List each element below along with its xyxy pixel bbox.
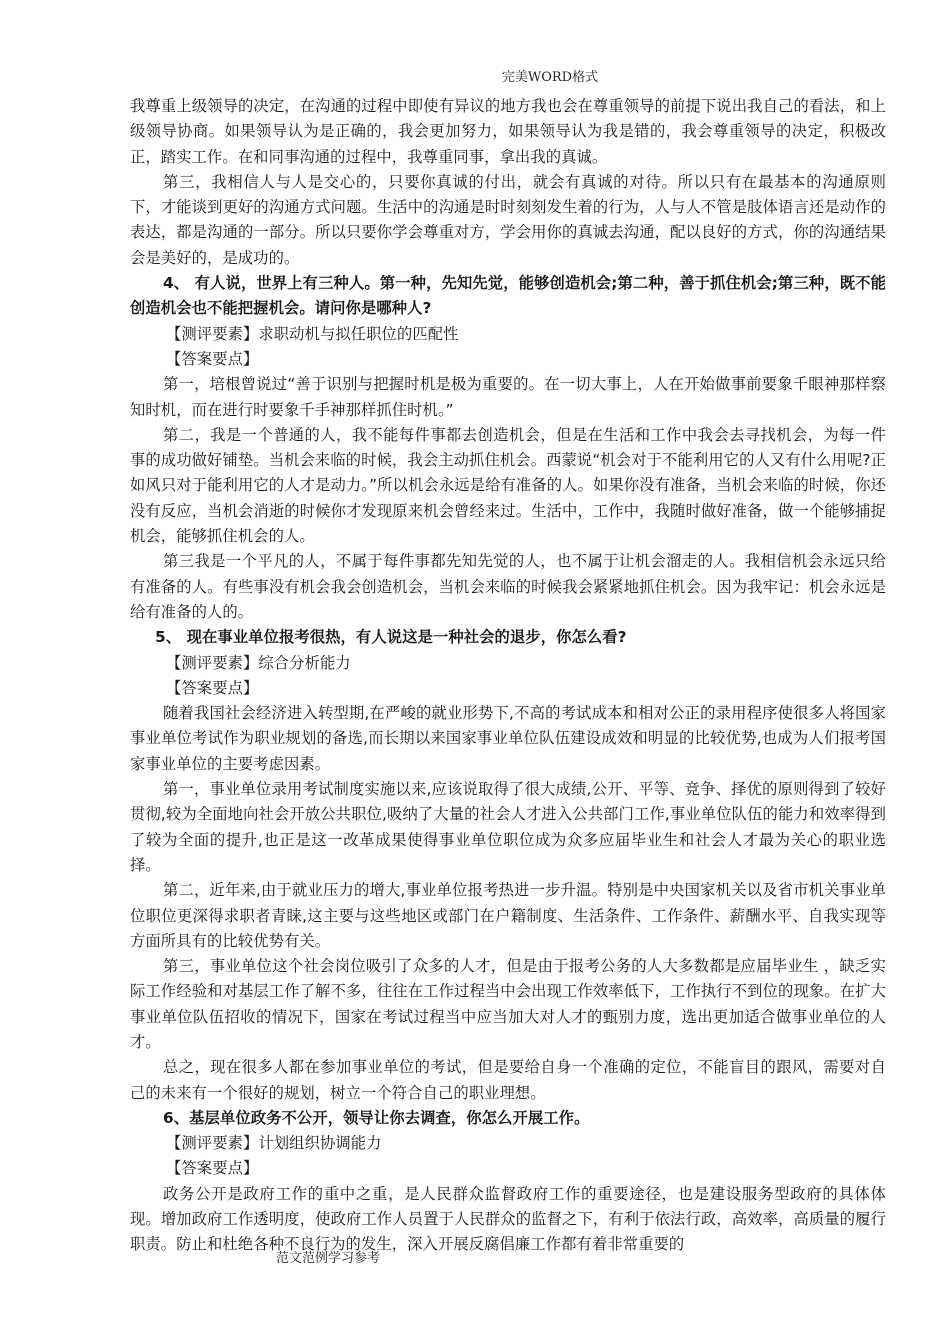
page-footer: 范文范例学习参考 (276, 1251, 381, 1266)
paragraph: 第三我是一个平凡的人，不属于每件事都先知先觉的人，也不属于让机会溜走的人。我相信机会永远只给有准备的人。有些事没有机会我会创造机会，当机会来临的时候我会紧紧地抓住机会。因为我牢记：机会永远是给有准备的人的。 (130, 552, 886, 621)
evaluation-factor: 【测评要素】计划组织协调能力 (166, 1134, 382, 1153)
page-header: 完美WORD格式 (501, 70, 599, 85)
answer-points-label: 【答案要点】 (166, 349, 259, 368)
evaluation-factor: 【测评要素】求职动机与拟任职位的匹配性 (166, 324, 459, 343)
paragraph: 总之，现在很多人都在参加事业单位的考试，但是要给自身一个准确的定位，不能盲目的跟风，需要对自己的未来有一个很好的规划，树立一个符合自己的职业理想。 (130, 1058, 886, 1102)
question-heading: 5、 现在事业单位报考很热，有人说这是一种社会的退步，你怎么看? (155, 628, 627, 647)
paragraph: 第二，我是一个普通的人，我不能每件事都去创造机会，但是在生活和工作中我会去寻找机会，为每一件事的成功做好铺垫。当机会来临的时候，我会主动抓住机会。西蒙说“机会对于不能利用它的人又有什么用呢?正如风只对于能利用它的人才是动力。”所以机会永远是给有准备的人。如果你没有准备，当机会来临的时候，你还没有反应，当机会消逝的时候你才发现原来机会曾经来过。生活中，工作中，我随时做好准备，做一个能够捕捉机会，能够抓住机会的人。 (130, 425, 886, 546)
paragraph: 第一，培根曾说过“善于识别与把握时机是极为重要的。在一切大事上，人在开始做事前要象千眼神那样察知时机，而在进行时要象千手神那样抓住时机。” (130, 375, 886, 419)
paragraph: 我尊重上级领导的决定，在沟通的过程中即使有异议的地方我也会在尊重领导的前提下说出我自己的看法，和上级领导协商。如果领导认为是正确的，我会更加努力，如果领导认为我是错的，我会尊重领导的决定，积极改正，踏实工作。在和同事沟通的过程中，我尊重同事，拿出我的真诚。 (130, 97, 886, 166)
evaluation-factor: 【测评要素】综合分析能力 (166, 653, 351, 672)
question-heading: 4、 有人说，世界上有三种人。第一种，先知先觉，能够创造机会;第二种，善于抓住机会;第三种，既不能创造机会也不能把握机会。请问你是哪种人? (130, 274, 886, 318)
answer-points-label: 【答案要点】 (166, 1159, 259, 1178)
paragraph: 第三，我相信人与人是交心的，只要你真诚的付出，就会有真诚的对待。所以只有在最基本的沟通原则下，才能谈到更好的沟通方式问题。生活中的沟通是时时刻刻发生着的行为，人与人不管是肢体语言还是动作的表达，都是沟通的一部分。所以只要你学会尊重对方，学会用你的真诚去沟通，配以良好的方式，你的沟通结果会是美好的，是成功的。 (130, 172, 886, 267)
document-body (130, 94, 886, 1258)
paragraph: 第三，事业单位这个社会岗位吸引了众多的人才，但是由于报考公务的人大多数都是应届毕业生 ，缺乏实际工作经验和对基层工作了解不多，往往在工作过程当中会出现工作效率低下，工作执行不到位的现象。在扩大事业单位队伍招收的情况下，国家在考试过程当中应当加大对人才的甄别力度，选出更加适合做事业单位的人才。 (130, 957, 886, 1051)
paragraph: 随着我国社会经济进入转型期,在严峻的就业形势下,不高的考试成本和相对公正的录用程序使很多人将国家事业单位考试作为职业规划的备选,而长期以来国家事业单位队伍建设成效和明显的比较优势,也成为人们报考国家事业单位的主要考虑因素。 (130, 704, 886, 773)
paragraph: 政务公开是政府工作的重中之重，是人民群众监督政府工作的重要途径，也是建设服务型政府的具体体现。增加政府工作透明度，使政府工作人员置于人民群众的监督之下，有利于依法行政，高效率，高质量的履行职责。防止和杜绝各种不良行为的发生，深入开展反腐倡廉工作都有着非常重要的 (130, 1184, 886, 1254)
question-heading: 6、基层单位政务不公开，领导让你去调查，你怎么开展工作。 (163, 1108, 590, 1127)
paragraph: 第一，事业单位录用考试制度实施以来,应该说取得了很大成绩,公开、平等、竞争、择优的原则得到了较好贯彻,较为全面地向社会开放公共职位,吸纳了大量的社会人才进入公共部门工作,事业单位队伍的能力和效率得到了较为全面的提升,也正是这一改革成果使得事业单位职位成为众多应届毕业生和社会人才最为关心的职业选择。 (130, 780, 886, 874)
answer-points-label: 【答案要点】 (166, 678, 259, 697)
paragraph: 第二，近年来,由于就业压力的增大,事业单位报考热进一步升温。特别是中央国家机关以及省市机关事业单位职位更深得求职者青睐,这主要与这些地区或部门在户籍制度、生活条件、工作条件、薪酬水平、自我实现等方面所具有的比较优势有关。 (130, 881, 886, 950)
